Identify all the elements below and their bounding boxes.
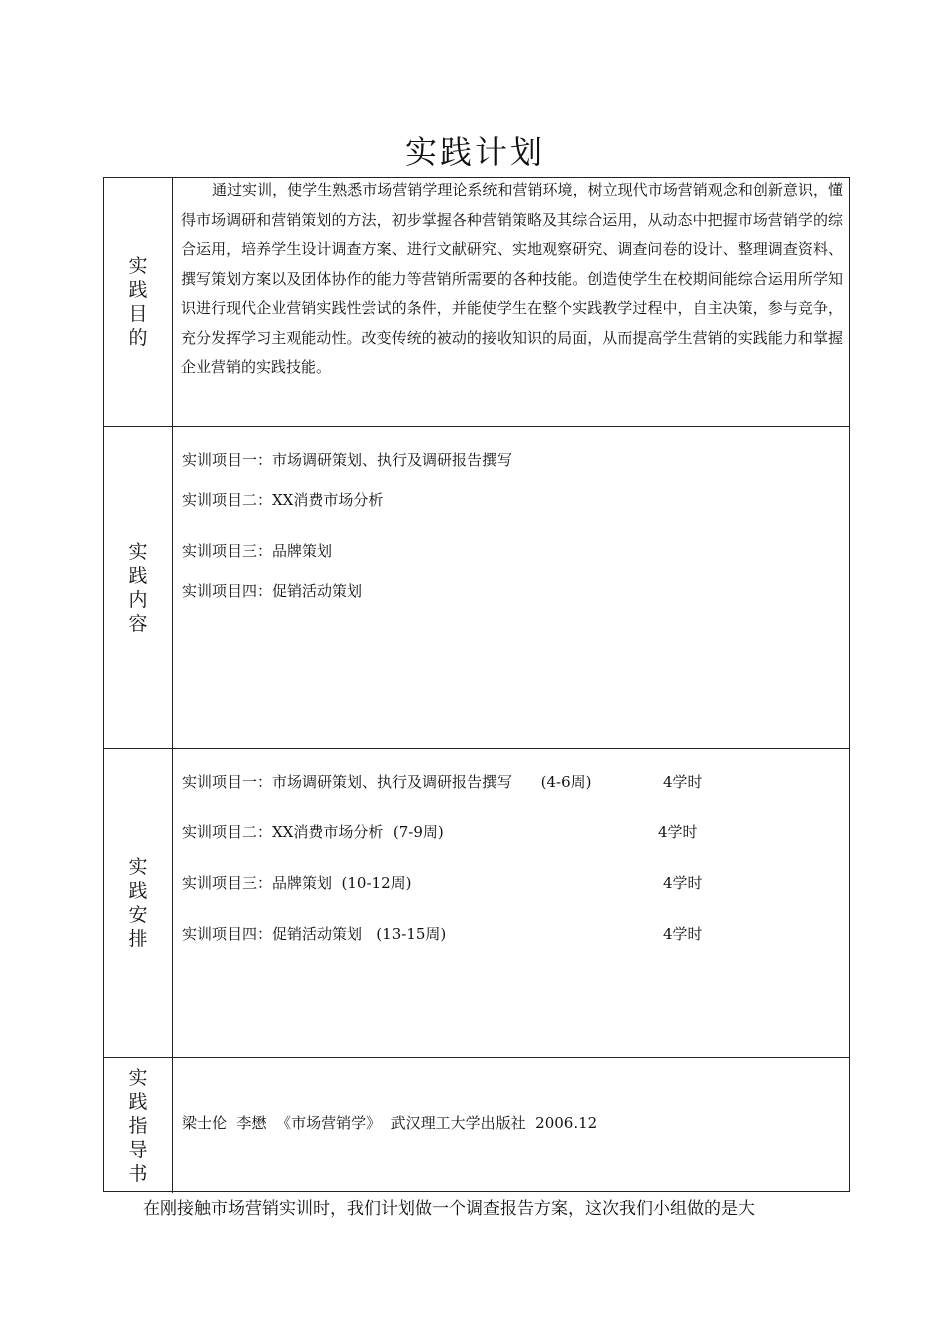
schedule-item — [182, 924, 849, 944]
schedule-item-hours: 4学时 — [663, 874, 703, 892]
guide-book-reference: 梁士伦 李懋 《市场营销学》 武汉理工大学出版社 2006.12 — [182, 1114, 598, 1132]
content-item: 实训项目一：市场调研策划、执行及调研报告撰写 — [182, 451, 513, 469]
purpose-row — [104, 178, 849, 427]
purpose-label-cell — [104, 178, 173, 426]
content-label-cell — [104, 427, 173, 748]
schedule-item — [182, 873, 849, 893]
guide-content-cell — [173, 1058, 849, 1193]
schedule-item-name: 实训项目二：XX消费市场分析 (7-9周) — [182, 823, 444, 841]
schedule-label: 实 践 安 排 — [128, 856, 148, 950]
content-item: 实训项目三：品牌策划 — [182, 542, 333, 560]
page-title: 实践计划 — [404, 133, 545, 171]
schedule-item-name: 实训项目一：市场调研策划、执行及调研报告撰写 (4-6周) — [182, 773, 592, 791]
schedule-content-cell — [173, 749, 849, 1057]
practice-plan-table — [103, 177, 850, 1192]
schedule-item-name: 实训项目三：品牌策划 (10-12周) — [182, 874, 412, 892]
schedule-row — [104, 749, 849, 1058]
purpose-content-cell — [173, 178, 849, 426]
content-content-cell — [173, 427, 849, 748]
guide-label-cell — [104, 1058, 173, 1193]
schedule-item-hours: 4学时 — [663, 925, 703, 943]
body-paragraph-start: 在刚接触市场营销实训时，我们计划做一个调查报告方案，这次我们小组做的是大 — [143, 1199, 755, 1219]
schedule-item-name: 实训项目四：促销活动策划 (13-15周) — [182, 925, 447, 943]
schedule-item-hours: 4学时 — [658, 823, 698, 841]
content-label: 实 践 内 容 — [128, 540, 148, 635]
schedule-label-cell — [104, 749, 173, 1057]
guide-row — [104, 1058, 849, 1193]
schedule-item — [182, 822, 849, 842]
purpose-text: 通过实训，使学生熟悉市场营销学理论系统和营销环境，树立现代市场营销观念和创新意识，懂得市场调研和营销策划的方法，初步掌握各种营销策略及其综合运用，从动态中把握市场营销学的综合运用，培养学生设计调查方案、进行文献研究、实地观察研究、调查问卷的设计、整理调查资料、撰写策划方案以及团体协作的能力等营销所需要的各种技能。创造使学生在校期间能综合运用所学知识进行现代企业营销实践性尝试的条件，并能使学生在整个实践教学过程中，自主决策，参与竞争，充分发挥学习主观能动性。改变传统的被动的接收知识的局面，从而提高学生营销的实践能力和掌握企业营销的实践技能。 — [181, 181, 843, 376]
content-row — [104, 427, 849, 749]
content-item: 实训项目二：XX消费市场分析 — [182, 491, 384, 509]
purpose-label: 实 践 目 的 — [128, 255, 148, 349]
schedule-item-hours: 4学时 — [663, 773, 703, 791]
content-item: 实训项目四：促销活动策划 — [182, 582, 363, 600]
guide-label: 实 践 指 导 书 — [128, 1066, 148, 1185]
schedule-item — [182, 772, 849, 792]
